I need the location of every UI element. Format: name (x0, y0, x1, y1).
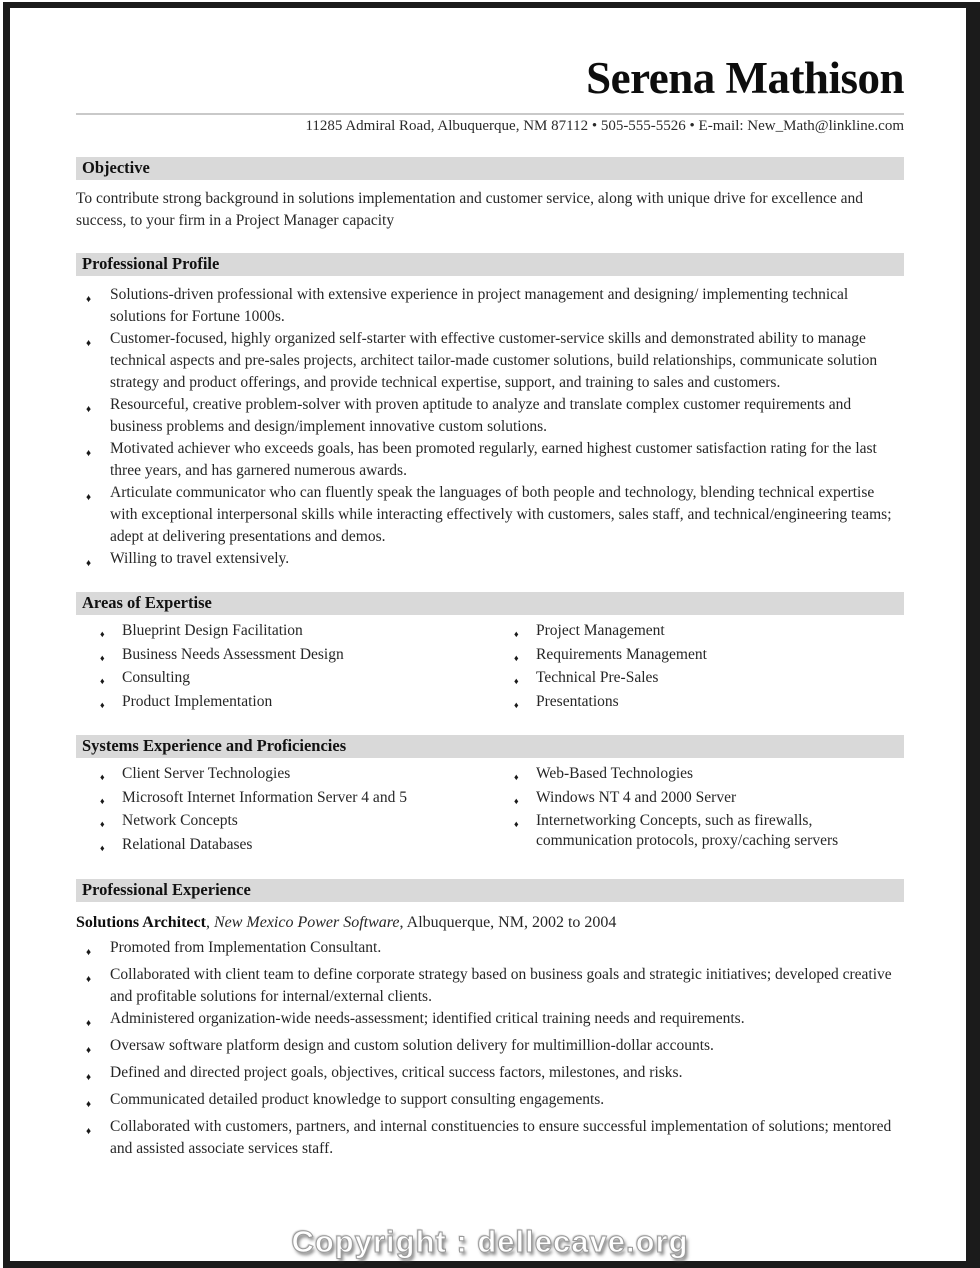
profile-bullet-list (76, 284, 904, 575)
bullet-text: Oversaw software platform design and custom solution delivery for multimillion-dollar accounts. (110, 1037, 714, 1054)
diamond-bullet-icon: ♦ (86, 1072, 92, 1083)
bullet-text: Network Concepts (122, 812, 238, 829)
bullet-text: Consulting (122, 669, 191, 686)
job-location-dates: , Albuquerque, NM, 2002 to 2004 (399, 914, 617, 931)
diamond-bullet-icon: ♦ (86, 1018, 92, 1029)
diamond-bullet-icon: ♦ (86, 1045, 92, 1056)
list-item (76, 668, 490, 692)
systems-right-column (490, 764, 904, 858)
bullet-text: Communicated detailed product knowledge to support consulting engagements. (110, 1091, 605, 1108)
list-item (76, 482, 904, 548)
diamond-bullet-icon: ♦ (514, 676, 519, 686)
diamond-bullet-icon: ♦ (100, 772, 105, 782)
diamond-bullet-icon: ♦ (100, 795, 105, 806)
list-item (76, 284, 904, 328)
list-item (76, 1035, 904, 1062)
bullet-text: Product Implementation (122, 692, 273, 710)
diamond-bullet-icon: ♦ (86, 558, 92, 569)
list-item (76, 764, 490, 788)
bullet-text: Requirements Management (536, 645, 707, 663)
list-item (490, 645, 904, 669)
contact-line: 11285 Admiral Road, Albuquerque, NM 87112 • 505-555-5526 • E-mail: New_Math@linkline.com (305, 118, 904, 134)
bullet-text: Administered organization-wide needs-assessment; identified critical training needs and requirements. (110, 1010, 745, 1027)
diamond-bullet-icon: ♦ (514, 772, 519, 782)
resume-page (10, 8, 966, 1261)
diamond-bullet-icon: ♦ (514, 699, 519, 710)
diamond-bullet-icon: ♦ (86, 404, 92, 415)
list-item (76, 548, 904, 575)
job-header (76, 912, 904, 933)
list-item (76, 1062, 904, 1089)
section-heading-experience: Professional Experience (76, 879, 904, 902)
diamond-bullet-icon: ♦ (100, 819, 105, 829)
bullet-text: Client Server Technologies (122, 765, 291, 782)
bullet-text: Collaborated with customers, partners, and internal constituencies to ensure successful implementation of solutions; mentored and assisted associate services staff. (110, 1118, 892, 1157)
list-item (76, 835, 490, 859)
list-item (490, 811, 904, 850)
list-item (76, 788, 490, 812)
bullet-text: Windows NT 4 and 2000 Server (536, 788, 737, 806)
list-item (490, 764, 904, 788)
bullet-text: Internetworking Concepts, such as firewalls, communication protocols, proxy/caching servers (536, 812, 839, 849)
bullet-text: Microsoft Internet Information Server 4 and 5 (122, 788, 407, 806)
diamond-bullet-icon: ♦ (86, 974, 92, 985)
section-heading-expertise: Areas of Expertise (76, 592, 904, 615)
bullet-text: Project Management (536, 622, 665, 639)
expertise-right-column (490, 621, 904, 715)
bullet-text: Promoted from Implementation Consultant. (110, 939, 382, 956)
bullet-text: Presentations (536, 692, 619, 710)
experience-bullet-list (76, 937, 904, 1160)
systems-left-column (76, 764, 490, 858)
diamond-bullet-icon: ♦ (86, 338, 92, 349)
list-item (76, 394, 904, 438)
bullet-text: Defined and directed project goals, objectives, critical success factors, milestones, and risks. (110, 1064, 683, 1081)
diamond-bullet-icon: ♦ (514, 629, 519, 639)
expertise-left-column (76, 621, 490, 715)
bullet-text: Motivated achiever who exceeds goals, has been promoted regularly, earned highest customer satisfaction rating for the last three years, and has garnered numerous awards. (110, 440, 877, 479)
list-item (76, 645, 490, 669)
bullet-text: Resourceful, creative problem-solver with proven aptitude to analyze and translate complex customer requirements and business problems and design/implement innovative custom solutions. (110, 396, 852, 435)
list-item (76, 964, 904, 1008)
bullet-text: Collaborated with client team to define corporate strategy based on business goals and strategic initiatives; developed creative and profitable solutions for internal/external clients. (110, 966, 892, 1005)
list-item (490, 621, 904, 645)
list-item (76, 621, 490, 645)
list-item (490, 788, 904, 812)
diamond-bullet-icon: ♦ (86, 448, 92, 459)
header-divider (76, 113, 904, 115)
diamond-bullet-icon: ♦ (100, 629, 105, 639)
job-separator: , (205, 914, 214, 931)
list-item (76, 937, 904, 964)
bullet-text: Web-Based Technologies (536, 765, 694, 782)
systems-columns (76, 764, 904, 858)
person-name: Serena Mathison (586, 53, 904, 103)
diamond-bullet-icon: ♦ (100, 842, 105, 853)
list-item (76, 1116, 904, 1160)
bullet-text: Business Needs Assessment Design (122, 645, 344, 663)
list-item (76, 438, 904, 482)
section-heading-objective: Objective (76, 157, 904, 180)
list-item (490, 692, 904, 716)
bullet-text: Customer-focused, highly organized self-starter with effective customer-service skills and demonstrated ability to manage technical aspects and pre-sales projects, architect tailor-made customer solutions, build relationships, communicate solution strategy and product offerings, and provide technical expertise, support, and training to sales and customers. (110, 330, 878, 391)
list-item (76, 1008, 904, 1035)
expertise-columns (76, 621, 904, 715)
diamond-bullet-icon: ♦ (86, 294, 92, 305)
list-item (76, 328, 904, 394)
diamond-bullet-icon: ♦ (514, 795, 519, 806)
job-title: Solutions Architect (76, 914, 206, 931)
objective-text: To contribute strong background in solutions implementation and customer service, along with unique drive for excellence and success, to your firm in a Project Manager capacity (76, 190, 864, 229)
list-item (76, 692, 490, 716)
bullet-text: Willing to travel extensively. (110, 550, 290, 567)
section-heading-systems: Systems Experience and Proficiencies (76, 735, 904, 758)
list-item (76, 811, 490, 835)
list-item (76, 1089, 904, 1116)
diamond-bullet-icon: ♦ (100, 676, 105, 686)
copyright-watermark: Copyright : dellecave.org (291, 1224, 689, 1259)
bullet-text: Articulate communicator who can fluently speak the languages of both people and technology, blending technical expertise with exceptional interpersonal skills while interacting effectively with customers, sales staff, and technical/engineering teams; adept at delivering presentations and demos. (110, 484, 892, 545)
job-company: New Mexico Power Software (213, 914, 400, 931)
diamond-bullet-icon: ♦ (100, 652, 105, 663)
diamond-bullet-icon: ♦ (86, 947, 92, 958)
bullet-text: Relational Databases (122, 835, 253, 853)
diamond-bullet-icon: ♦ (100, 699, 105, 710)
section-heading-profile: Professional Profile (76, 253, 904, 276)
list-item (490, 668, 904, 692)
diamond-bullet-icon: ♦ (514, 652, 519, 663)
bullet-text: Blueprint Design Facilitation (122, 622, 303, 639)
diamond-bullet-icon: ♦ (86, 1099, 92, 1110)
diamond-bullet-icon: ♦ (86, 492, 92, 503)
bullet-text: Technical Pre-Sales (536, 669, 659, 686)
diamond-bullet-icon: ♦ (86, 1126, 92, 1137)
diamond-bullet-icon: ♦ (514, 819, 519, 829)
bullet-text: Solutions-driven professional with extensive experience in project management and designing/ implementing technical solutions for Fortune 1000s. (110, 286, 849, 325)
